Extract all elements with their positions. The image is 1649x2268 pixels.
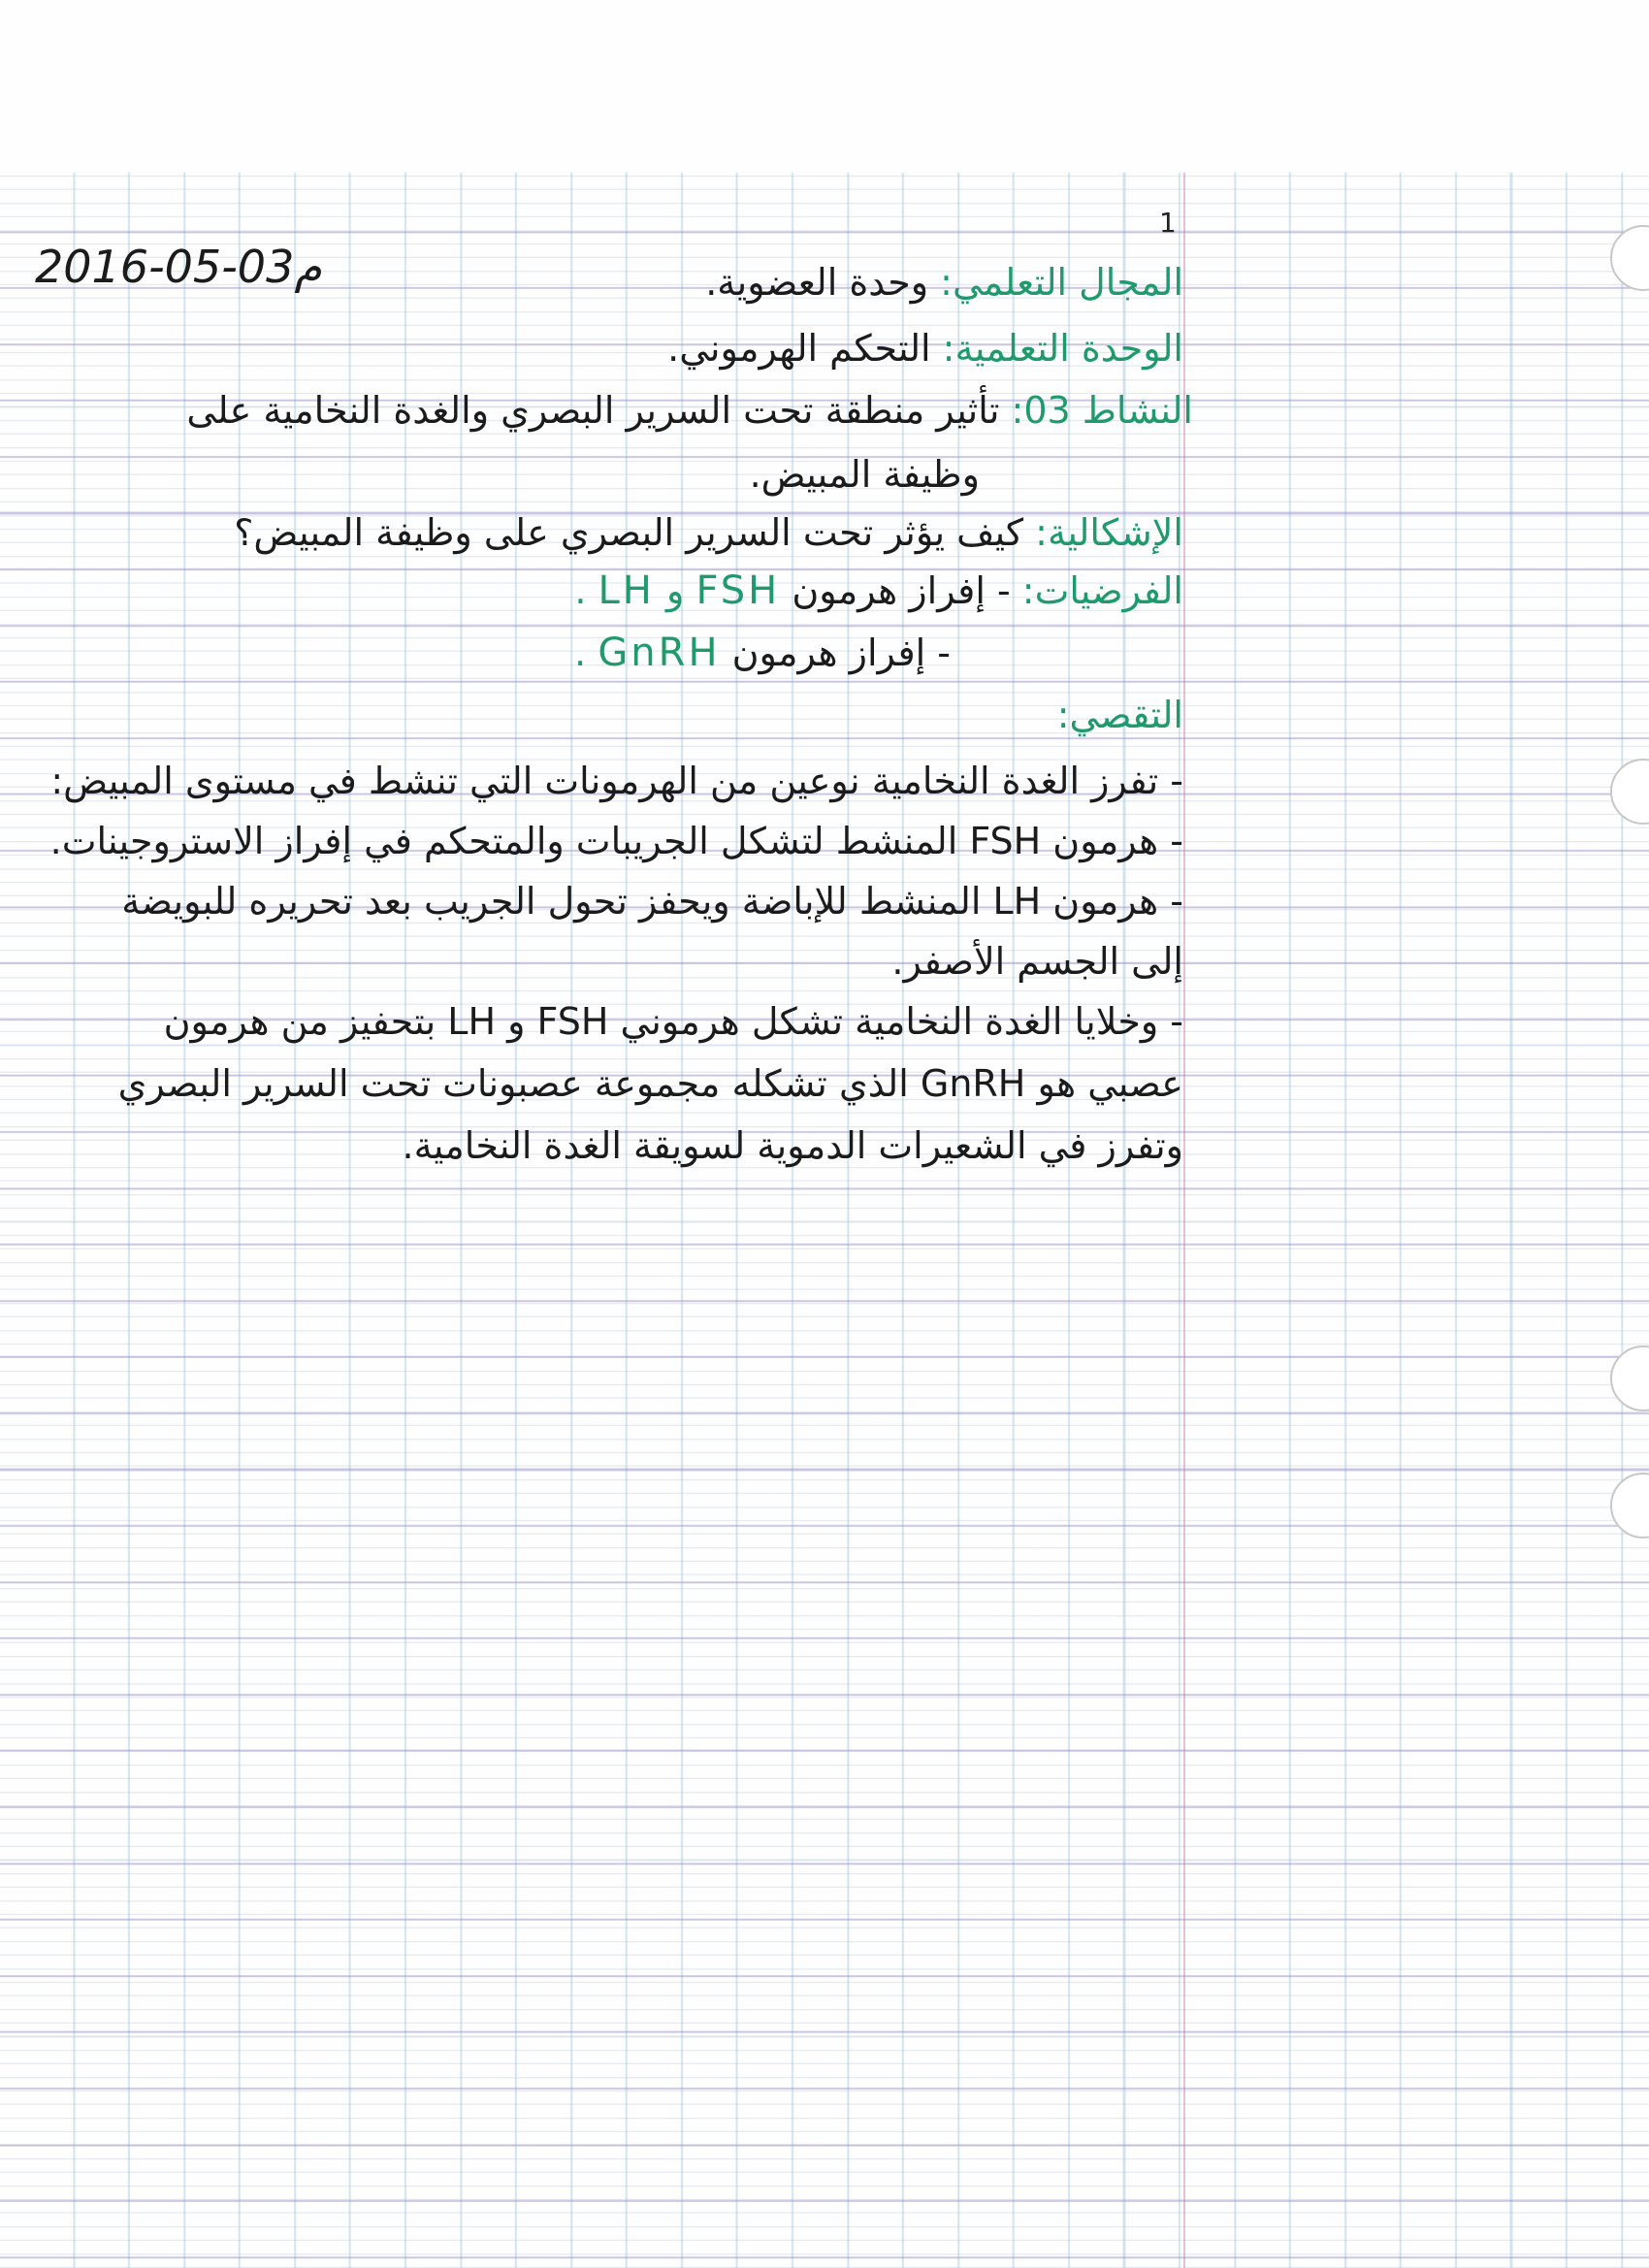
hypotheses-label: الفرضيات: — [1021, 569, 1183, 612]
unit-value: التحكم الهرموني. — [667, 327, 931, 370]
punch-hole — [1610, 759, 1649, 825]
problem-line — [234, 504, 1183, 561]
activity-line-2 — [750, 446, 980, 502]
hypothesis-2-end: . — [574, 632, 587, 674]
punch-hole — [1610, 1345, 1649, 1411]
hypothesis-1-end: . — [574, 569, 587, 612]
punch-hole — [1610, 225, 1649, 291]
margin-line — [1183, 173, 1185, 2268]
date: 2016-05-03م — [35, 241, 322, 293]
investigation-label: التقصي: — [1056, 694, 1183, 736]
hypotheses-line-2 — [574, 625, 951, 681]
investigation-line: - تفرز الغدة النخامية نوعين من الهرمونات التي تنشط في مستوى المبيض: — [50, 760, 1183, 802]
problem-text: كيف يؤثر تحت السرير البصري على وظيفة المبيض؟ — [234, 511, 1024, 554]
hormone-gnrh: GnRH — [598, 631, 721, 675]
hypotheses-line-1 — [574, 563, 1183, 619]
field-value: وحدة العضوية. — [705, 261, 929, 304]
investigation-line: عصبي هو GnRH الذي تشكله مجموعة عصبونات تحت السرير البصري — [117, 1062, 1183, 1105]
activity-line — [186, 382, 1193, 438]
activity-value-line2: وظيفة المبيض. — [749, 453, 980, 496]
investigation-line: وتفرز في الشعيرات الدموية لسويقة الغدة النخامية. — [402, 1124, 1183, 1167]
investigation-line: - هرمون LH المنشط للإباضة ويحفز تحول الجريب بعد تحريره للبويضة — [121, 880, 1183, 923]
field-line — [705, 254, 1183, 310]
page-number: 1 — [1159, 207, 1177, 239]
hormone-lh: LH — [598, 568, 655, 613]
unit-line — [667, 320, 1183, 376]
unit-label: الوحدة التعلمية: — [942, 327, 1183, 370]
activity-value-line1: تأثير منطقة تحت السرير البصري والغدة النخامية على — [186, 389, 1000, 432]
investigation-heading — [1057, 687, 1183, 743]
investigation-line: - وخلايا الغدة النخامية تشكل هرموني FSH و LH بتحفيز من هرمون — [163, 1000, 1183, 1043]
page-top-margin — [0, 0, 1649, 173]
investigation-line: - هرمون FSH المنشط لتشكل الجريبات والمتحكم في إفراز الاستروجينات. — [49, 820, 1183, 862]
punch-hole — [1610, 1473, 1649, 1539]
hypothesis-1-text: - إفراز هرمون — [792, 569, 1011, 612]
field-label: المجال التعلمي: — [940, 261, 1183, 304]
investigation-line: إلى الجسم الأصفر. — [891, 940, 1183, 983]
hormone-fsh: FSH — [695, 568, 781, 613]
hypothesis-2-text: - إفراز هرمون — [731, 632, 951, 674]
problem-label: الإشكالية: — [1035, 511, 1183, 554]
activity-label: النشاط 03: — [1011, 389, 1193, 432]
hypothesis-1-and: و — [665, 569, 685, 612]
